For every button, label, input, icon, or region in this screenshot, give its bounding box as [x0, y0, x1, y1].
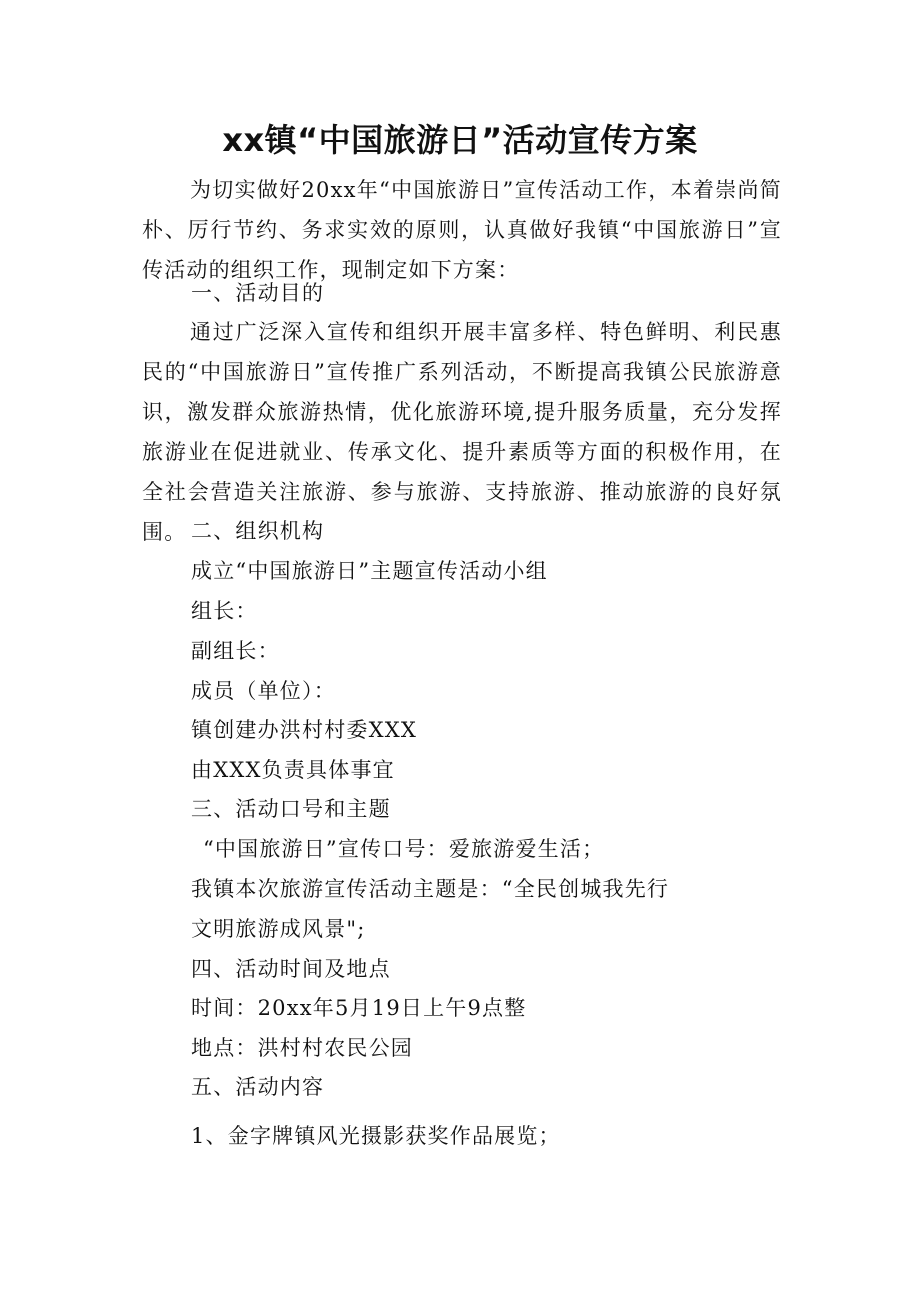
org-members-line: 成员（单位）：	[191, 679, 336, 703]
section-heading-organization: 二、组织机构	[191, 519, 325, 543]
slogan-line: “中国旅游日”宣传口号：爱旅游爱生活；	[203, 837, 605, 861]
time-line: 时间：20xx年5月19日上午9点整	[191, 996, 527, 1020]
document-title: xx镇“中国旅游日”活动宣传方案	[222, 121, 698, 159]
org-units-line: 镇创建办洪村村委XXX	[191, 718, 418, 742]
section-heading-purpose: 一、活动目的	[191, 281, 325, 305]
org-group-line: 成立“中国旅游日”主题宣传活动小组	[191, 559, 548, 583]
purpose-paragraph: 通过广泛深入宣传和组织开展丰富多样、特色鲜明、利民惠民的“中国旅游日”宣传推广系列活动，不断提高我镇公民旅游意识，激发群众旅游热情，优化旅游环境,提升服务质量，充分发挥旅游业在促进就业、传承文化、提升素质等方面的积极作用，在全社会营造关注旅游、参与旅游、支持旅游、推动旅游的良好氛围。	[142, 320, 782, 544]
section-heading-time-place: 四、活动时间及地点	[191, 957, 391, 981]
org-responsible-line: 由XXX负责具体事宜	[191, 758, 395, 782]
section-heading-content: 五、活动内容	[191, 1075, 325, 1099]
org-leader-line: 组长：	[191, 599, 258, 623]
theme-line-1: 我镇本次旅游宣传活动主题是：“全民创城我先行	[191, 877, 670, 901]
place-line: 地点：洪村村农民公园	[191, 1036, 413, 1060]
section-heading-slogan: 三、活动口号和主题	[191, 797, 391, 821]
org-deputy-line: 副组长：	[191, 639, 280, 663]
intro-paragraph: 为切实做好20xx年“中国旅游日”宣传活动工作，本着崇尚简朴、厉行节约、务求实效的原则，认真做好我镇“中国旅游日”宣传活动的组织工作，现制定如下方案：	[142, 178, 782, 282]
theme-line-2: 文明旅游成风景";	[191, 917, 366, 941]
content-item-1: 1、金字牌镇风光摄影获奖作品展览；	[191, 1124, 561, 1148]
